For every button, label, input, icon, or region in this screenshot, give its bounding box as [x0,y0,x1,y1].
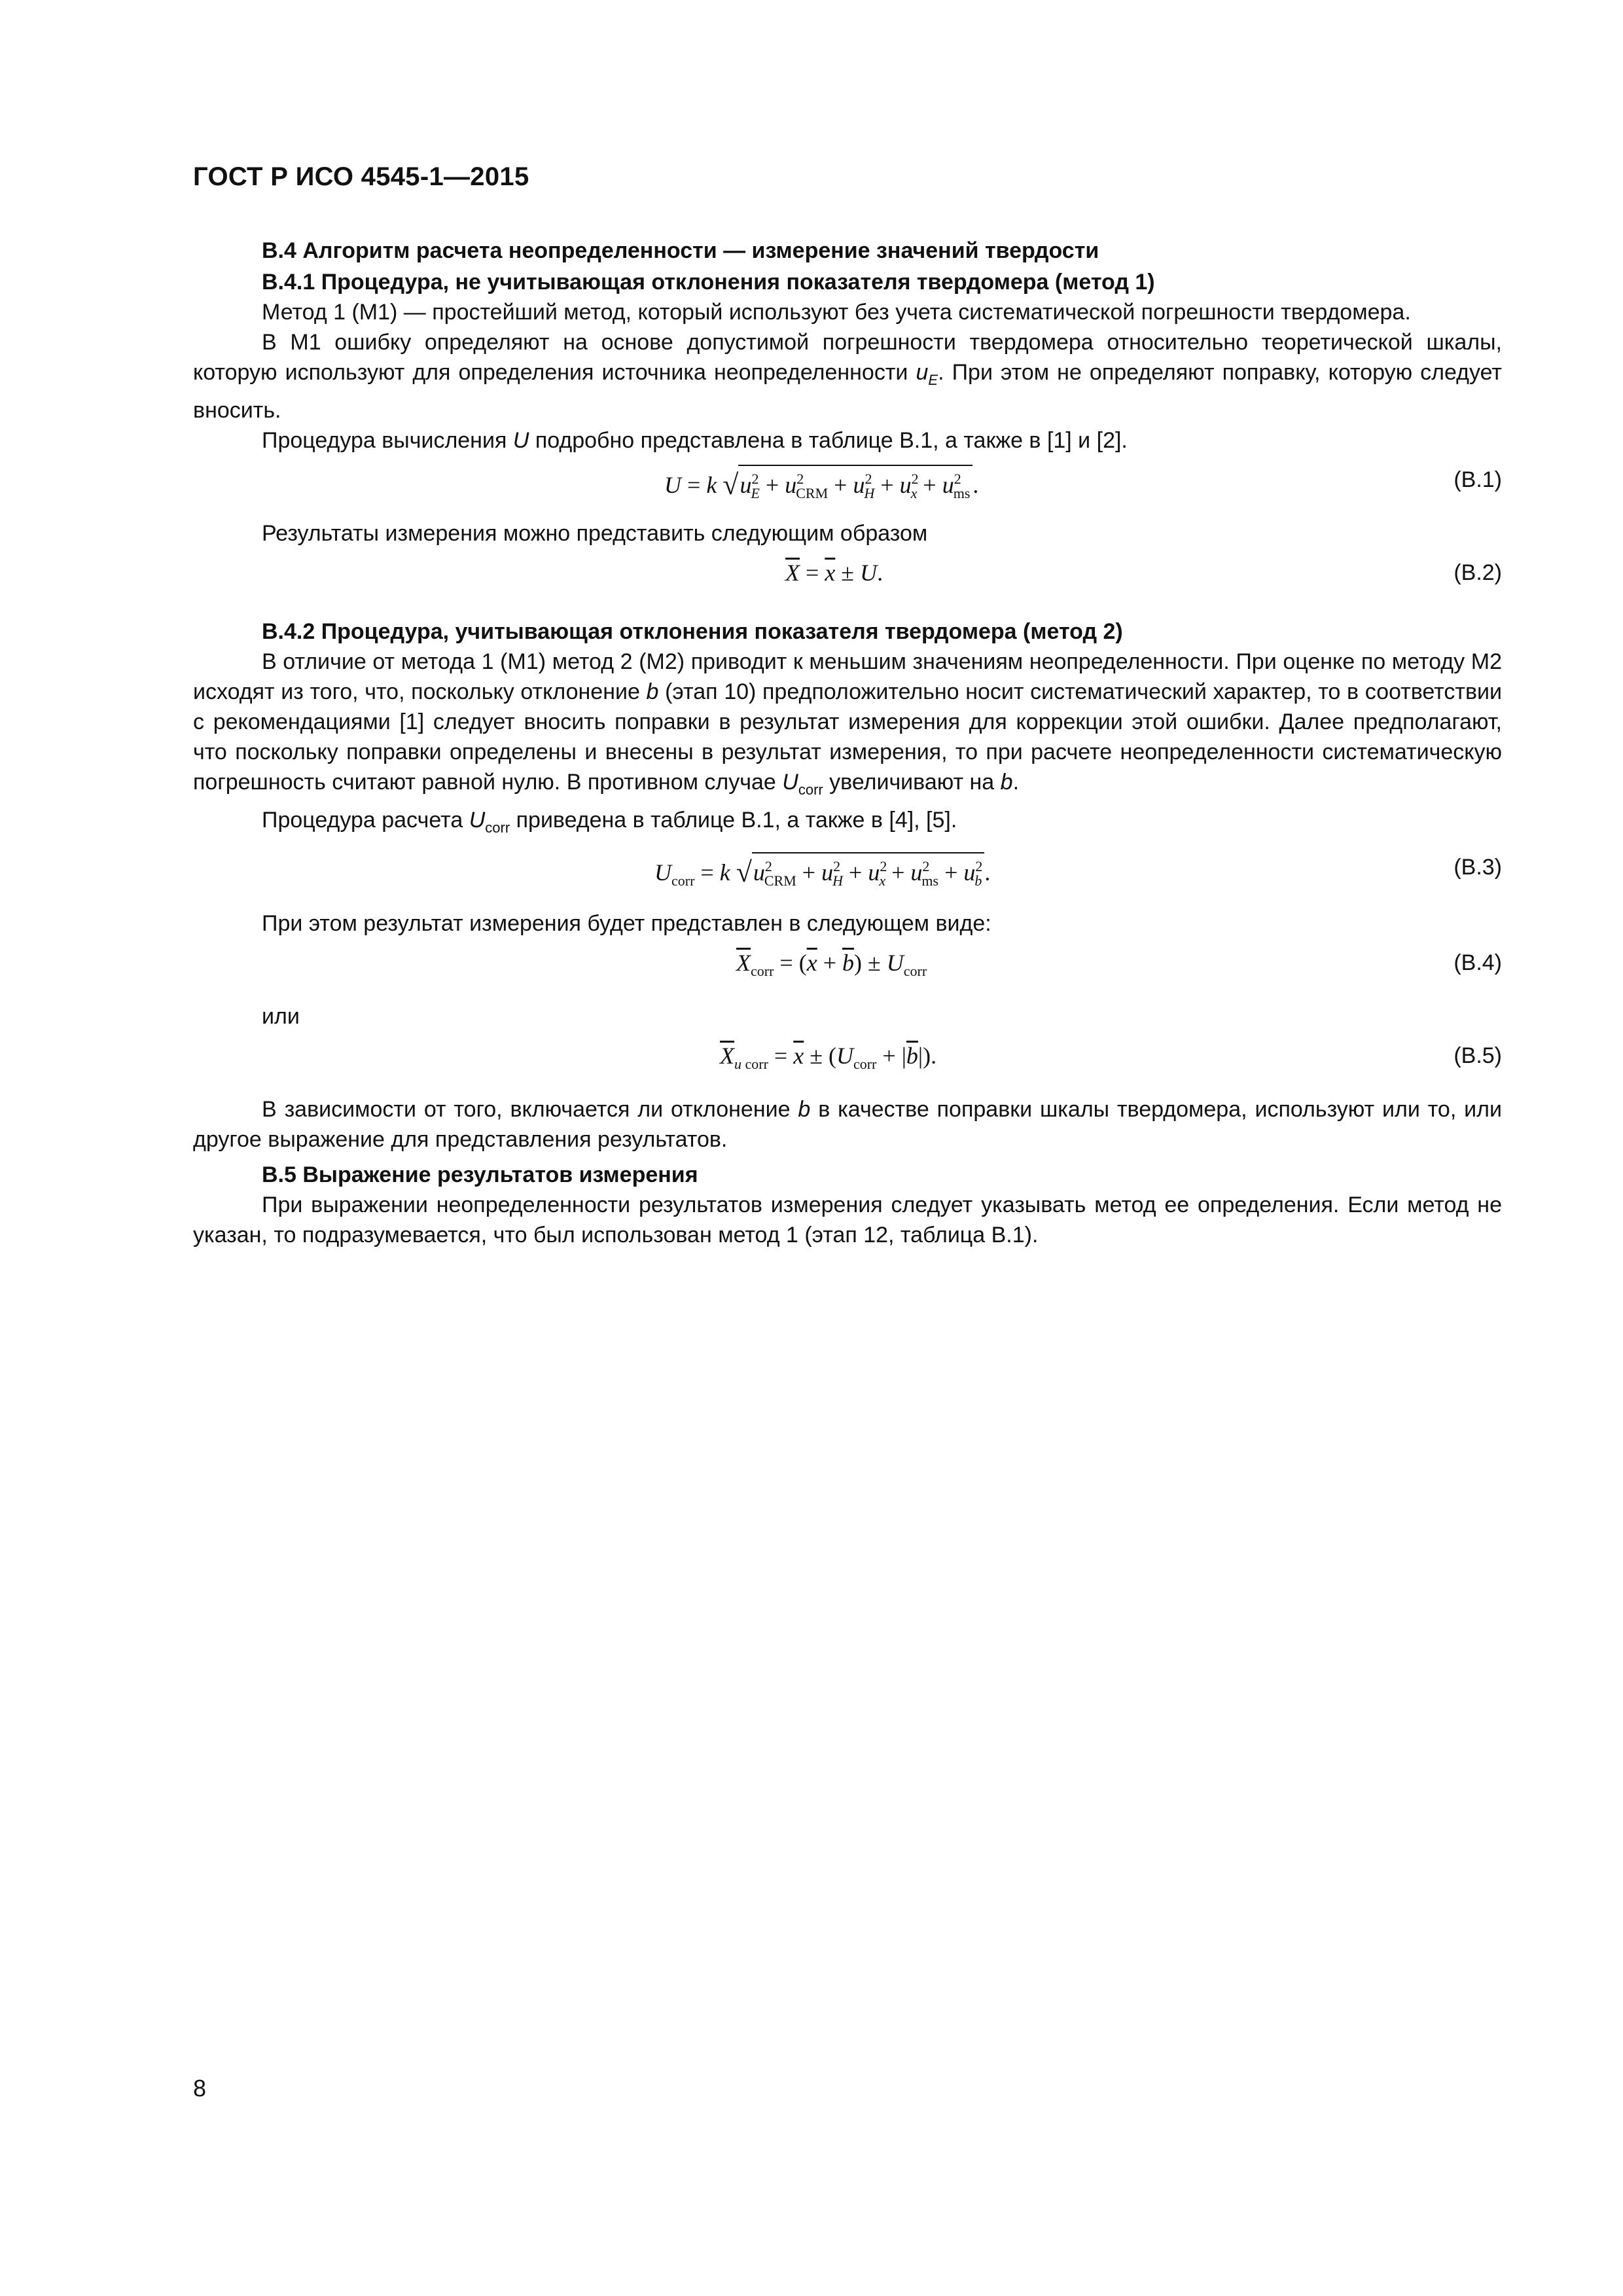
equation-b1 [193,456,1502,518]
equation-b2-formula: $\overline{X} = \overline{x} \pm U$. [785,560,883,586]
equation-b4-number: (B.4) [1454,950,1502,975]
equation-b5 [193,1031,1502,1094]
b41-paragraph-2: В M1 ошибку определяют на основе допустимой погрешности твердомера относительно теоретической шкалы, которую используют для определения источника неопределенности $u_E$. При этом не определяют поправку, которую следует вносить. [193,330,1502,423]
equation-b2 [193,548,1502,611]
section-b5-title: B.5 Выражение результатов измерения [262,1162,698,1187]
section-b4-title: B.4 Алгоритм расчета неопределенности — измерение значений твердости [262,238,1099,263]
b42-paragraph-2: Процедура расчета $U_{corr}$ приведена в таблице B.1, а также в [4], [5]. [262,808,957,836]
page-number: 8 [193,2075,207,2102]
section-b41-title: B.4.1 Процедура, не учитывающая отклонения показателя твердомера (метод 1) [262,270,1155,295]
equation-b5-formula: $\overline{X}_u$ $_{corr} = \overline{x} \pm (U_{corr} + |\overline{b}|)$. [720,1043,937,1072]
section-b42-title: B.4.2 Процедура, учитывающая отклонения показателя твердомера (метод 2) [262,619,1123,644]
b42-paragraph-3: В зависимости от того, включается ли отклонение b в качестве поправки шкалы твердомера, используют или то, или другое выражение для представления результатов. [193,1097,1502,1152]
b41-paragraph-3: Процедура вычисления U подробно представлена в таблице B.1, а также в [1] и [2]. [262,428,1128,453]
equation-b3 [193,843,1502,908]
equation-b1-formula: U = k $√u^2_E + u^2_{CRM} + u^2_H + u^2_x + u^2_{ms}$ . [664,465,978,507]
equation-b4-formula: $\overline{X}_{corr} = (\overline{x} + \overline{b}) \pm U_{corr}$ [736,950,927,979]
or-text: или [262,1004,300,1029]
document-body [193,236,1502,1250]
b41-paragraph-1: Метод 1 (M1) — простейший метод, который используют без учета систематической погрешности твердомера. [262,300,1411,325]
equation-b5-number: (B.5) [1454,1043,1502,1068]
equation-b4 [193,939,1502,1001]
equation-b1-number: (B.1) [1454,467,1502,492]
b5-paragraph-1: При выражении неопределенности результатов измерения следует указывать метод ее определения. Если метод не указан, то подразумевается, что был использован метод 1 (этап 12, таблица B.1). [193,1193,1502,1247]
b42-result-text: При этом результат измерения будет представлен в следующем виде: [262,911,991,936]
b41-result-text: Результаты измерения можно представить следующим образом [262,521,928,546]
document-header: ГОСТ Р ИСО 4545-1—2015 [193,162,529,191]
equation-b2-number: (B.2) [1454,560,1502,585]
equation-b3-number: (B.3) [1454,855,1502,880]
b42-paragraph-1: В отличие от метода 1 (M1) метод 2 (M2) приводит к меньшим значениям неопределенности. При оценке по методу M2 исходят из того, что, поскольку отклонение b (этап 10) предположительно носит систематический характер, то в соответствии с рекомендациями [1] следует вносить поправки в результат измерения для коррекции этой ошибки. Далее предполагают, что поскольку поправки определены и внесены в результат измерения, то при расчете неопределенности систематическую погрешность считают равной нулю. В противном случае $U_{corr}$ увеличивают на b. [193,649,1502,798]
equation-b3-formula: $U_{corr} = k$ $√u^2_{CRM} + u^2_H + u^2_x + u^2_{ms} + u^2_b$ . [654,852,990,896]
